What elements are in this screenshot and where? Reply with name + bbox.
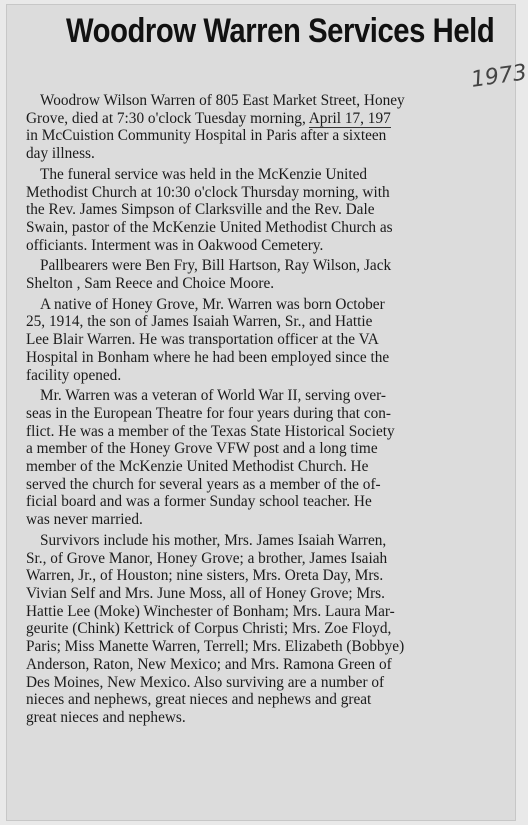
handwritten-year-note: 1973 <box>469 60 528 93</box>
paragraph-pallbearers: Pallbearers were Ben Fry, Bill Hartson, Ray Wilson, Jack Shelton , Sam Reece and Choice Moore. <box>26 257 392 293</box>
underlined-date: April 17, 197 <box>308 109 391 127</box>
paragraph-survivors: Survivors include his mother, Mrs. James Isaiah Warren, Sr., of Grove Manor, Honey Grove; a brother, James Isaiah Warren, Jr., of Houston; nine sisters, Mrs. Oreta Day, Mrs. Vivian Self and Mrs. June Moss, all of Honey Grove; Mrs. Hattie Lee (Moke) Winchester of Bonham; Mrs. Laura Mar- geurite (Chink) Kettrick of Corpus Christi; Mrs. Zoe Floyd, Paris; Miss Manette Warren, Terrell; Mrs. Elizabeth (Bobbye) Anderson, Raton, New Mexico; and Mrs. Ramona Green of Des Moines, New Mexico. Also surviving are a number of nieces and nephews, great nieces and nephews and great great nieces and nephews. <box>26 531 405 726</box>
paragraph-funeral-service: The funeral service was held in the McKenzie United Methodist Church at 10:30 o'clock Thursday morning, with the Rev. James Simpson of Clarksville and the Rev. Dale Swain, pastor of the McKenzie United Methodist Church as officiants. Interment was in Oakwood Cemetery. <box>26 165 393 254</box>
paragraph-military-service: Mr. Warren was a veteran of World War II, serving over- seas in the European Theatre for four years during that con- flict. He was a member of the Texas State Historical Society a member of the Honey Grove VFW post and a long time member of the McKenzie United Methodist Church. He served the church for several years as a member of the of- ficial board and was a former Sunday school teacher. He was never married. <box>26 387 395 529</box>
paragraph-text: in McCuistion Community Hospital in Paris after a sixteen day illness. <box>26 127 387 163</box>
article-body <box>26 92 511 730</box>
paragraph-text: Woodrow Wilson Warren of 805 East Market Street, Honey Grove, died at 7:30 o'clock Tuesday morning, <box>26 92 405 127</box>
paragraph-biography: A native of Honey Grove, Mr. Warren was born October 25, 1914, the son of James Isaiah Warren, Sr., and Hattie Lee Blair Warren. He was transportation officer at the VA Hospital in Bonham where he had been employed since the facility opened. <box>26 295 390 384</box>
paragraph-death-notice <box>26 92 511 163</box>
headline: Woodrow Warren Services Held <box>66 12 495 50</box>
